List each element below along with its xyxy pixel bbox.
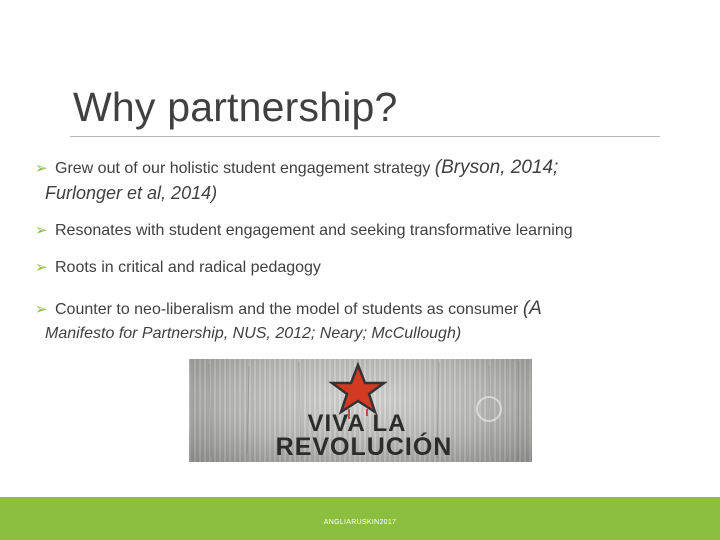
bullet-citation-continued: Manifesto for Partnership, NUS, 2012; Neary; McCullough)	[45, 325, 462, 342]
bullet-text: Counter to neo-liberalism and the model of students as consumer	[55, 301, 523, 318]
bullet-item	[35, 156, 675, 205]
bullet-text: Resonates with student engagement and seeking transformative learning	[55, 222, 573, 239]
bullet-item	[35, 218, 675, 243]
arrow-bullet-icon: ➢	[35, 300, 48, 318]
bullet-citation: (Bryson, 2014;	[434, 157, 559, 178]
bullet-text: Grew out of our holistic student engagement strategy	[55, 160, 435, 177]
red-star-icon	[332, 365, 384, 412]
bullet-text: Roots in critical and radical pedagogy	[55, 259, 321, 276]
bullet-citation-continued: Furlonger et al, 2014)	[45, 183, 218, 203]
footer-text: ANGLIARUSKIN2017	[323, 519, 397, 526]
bullet-citation: (A	[522, 298, 542, 319]
arrow-bullet-icon: ➢	[35, 258, 48, 276]
bullet-item	[35, 255, 675, 280]
bullet-item	[35, 297, 675, 346]
arrow-bullet-icon: ➢	[35, 159, 48, 177]
slide-title: Why partnership?	[73, 84, 398, 130]
image-caption-line-2: REVOLUCIÓN	[275, 433, 453, 461]
title-divider	[70, 136, 660, 137]
viva-la-revolucion-image	[189, 359, 532, 462]
arrow-bullet-icon: ➢	[35, 221, 48, 239]
image-caption-line-1: VIVA LA	[307, 410, 407, 437]
revolution-graphic	[189, 359, 532, 462]
